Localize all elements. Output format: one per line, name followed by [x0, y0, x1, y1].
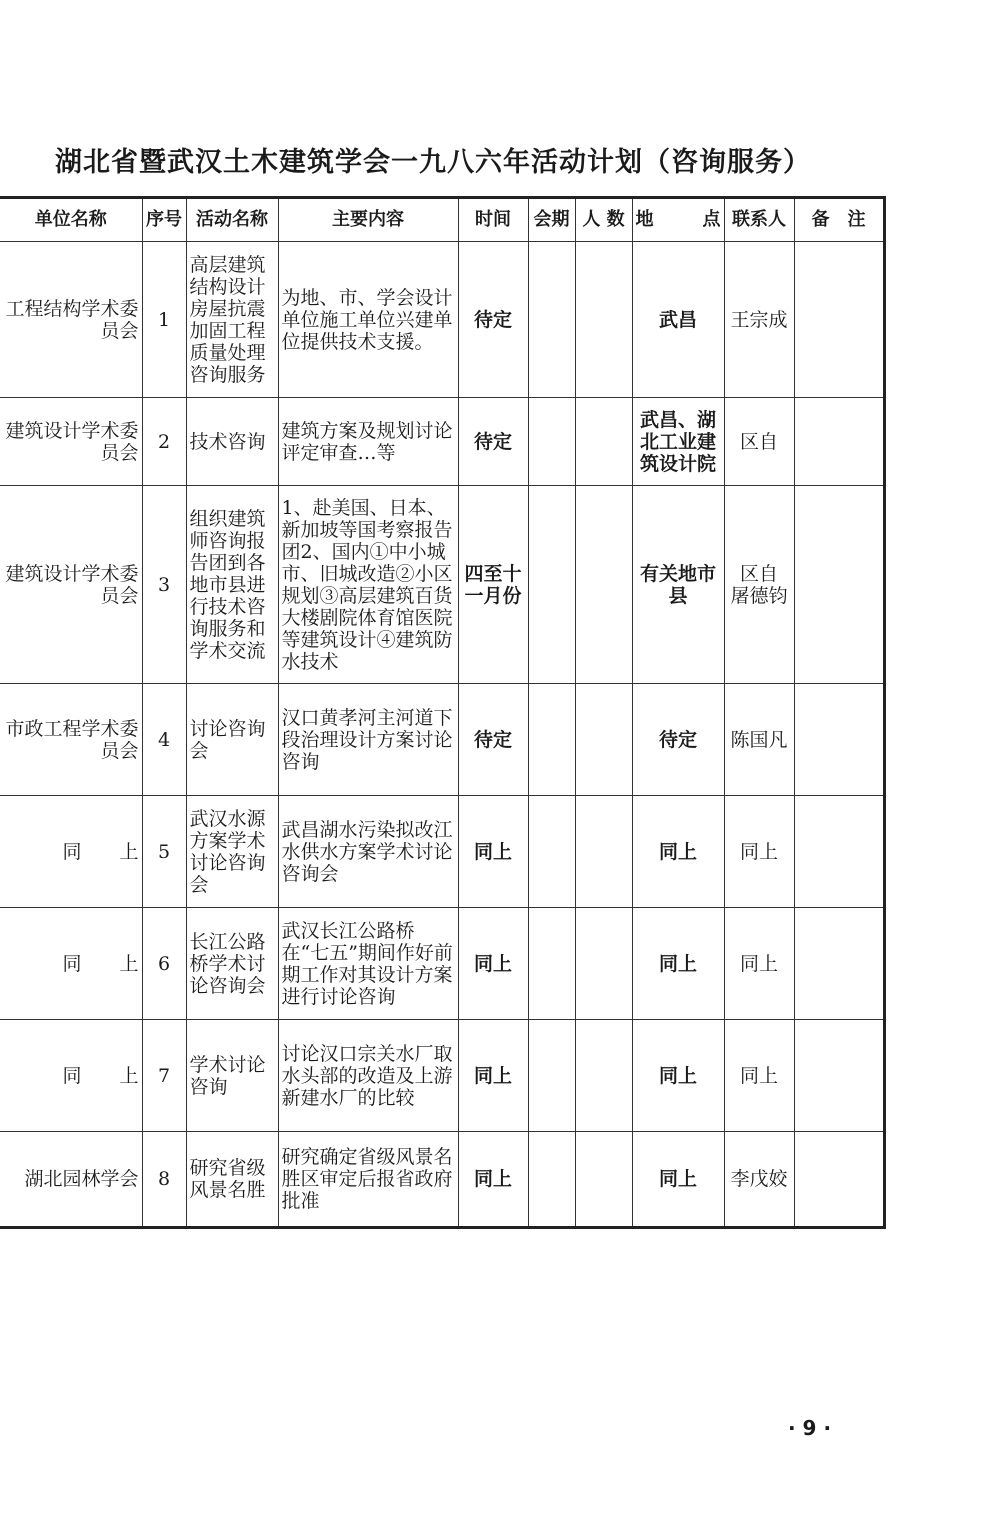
cell-activity: 高层建筑结构设计房屋抗震加固工程质量处理咨询服务 — [186, 242, 278, 398]
cell-activity: 学术讨论咨询 — [186, 1020, 278, 1132]
header-days: 会期 — [528, 198, 575, 242]
cell-time: 同上 — [458, 908, 528, 1020]
cell-time: 待定 — [458, 398, 528, 486]
cell-activity: 讨论咨询会 — [186, 684, 278, 796]
header-unit: 单位名称 — [0, 198, 142, 242]
cell-time: 待定 — [458, 242, 528, 398]
page-title: 湖北省暨武汉土木建筑学会一九八六年活动计划（咨询服务） — [55, 147, 811, 178]
header-location-left: 地 — [635, 209, 654, 230]
table-row — [0, 908, 884, 1020]
cell-contact: 王宗成 — [724, 242, 794, 398]
cell-num: 5 — [142, 796, 186, 908]
table-row — [0, 398, 884, 486]
cell-content: 研究确定省级风景名胜区审定后报省政府批准 — [278, 1132, 458, 1228]
cell-people — [575, 486, 632, 684]
cell-unit: 同 上 — [0, 1020, 142, 1132]
cell-num: 6 — [142, 908, 186, 1020]
cell-remark — [794, 1020, 884, 1132]
cell-time: 同上 — [458, 1020, 528, 1132]
cell-activity: 武汉水源方案学术讨论咨询会 — [186, 796, 278, 908]
header-contact: 联系人 — [724, 198, 794, 242]
cell-content: 讨论汉口宗关水厂取水头部的改造及上游新建水厂的比较 — [278, 1020, 458, 1132]
cell-remark — [794, 908, 884, 1020]
cell-days — [528, 398, 575, 486]
cell-activity: 技术咨询 — [186, 398, 278, 486]
cell-contact: 李戊姣 — [724, 1132, 794, 1228]
cell-time: 同上 — [458, 796, 528, 908]
cell-remark — [794, 242, 884, 398]
cell-contact: 同上 — [724, 908, 794, 1020]
cell-content: 建筑方案及规划讨论评定审查…等 — [278, 398, 458, 486]
cell-days — [528, 796, 575, 908]
header-location — [632, 198, 724, 242]
cell-location: 有关地市县 — [632, 486, 724, 684]
cell-activity: 长江公路桥学术讨论咨询会 — [186, 908, 278, 1020]
cell-location: 待定 — [632, 684, 724, 796]
header-content: 主要内容 — [278, 198, 458, 242]
cell-content: 为地、市、学会设计单位施工单位兴建单位提供技术支援。 — [278, 242, 458, 398]
cell-days — [528, 1020, 575, 1132]
header-num: 序号 — [142, 198, 186, 242]
cell-location: 同上 — [632, 908, 724, 1020]
cell-people — [575, 1132, 632, 1228]
cell-unit: 湖北园林学会 — [0, 1132, 142, 1228]
cell-people — [575, 796, 632, 908]
cell-people — [575, 398, 632, 486]
cell-location: 武昌 — [632, 242, 724, 398]
cell-unit: 同 上 — [0, 908, 142, 1020]
header-time: 时间 — [458, 198, 528, 242]
cell-location: 同上 — [632, 1132, 724, 1228]
cell-days — [528, 242, 575, 398]
cell-num: 8 — [142, 1132, 186, 1228]
cell-unit: 建筑设计学术委员会 — [0, 398, 142, 486]
page-number: · 9 · — [788, 1416, 832, 1440]
cell-remark — [794, 796, 884, 908]
cell-num: 4 — [142, 684, 186, 796]
cell-remark — [794, 1132, 884, 1228]
cell-unit: 市政工程学术委员会 — [0, 684, 142, 796]
cell-unit: 工程结构学术委员会 — [0, 242, 142, 398]
header-location-right: 点 — [702, 209, 721, 230]
cell-remark — [794, 398, 884, 486]
cell-unit: 建筑设计学术委员会 — [0, 486, 142, 684]
header-people: 人 数 — [575, 198, 632, 242]
cell-time: 待定 — [458, 684, 528, 796]
header-remark: 备 注 — [794, 198, 884, 242]
cell-days — [528, 486, 575, 684]
cell-people — [575, 684, 632, 796]
cell-people — [575, 908, 632, 1020]
cell-content: 武汉长江公路桥在“七五”期间作好前期工作对其设计方案进行讨论咨询 — [278, 908, 458, 1020]
cell-num: 7 — [142, 1020, 186, 1132]
cell-unit: 同 上 — [0, 796, 142, 908]
cell-remark — [794, 684, 884, 796]
cell-time: 同上 — [458, 1132, 528, 1228]
cell-num: 3 — [142, 486, 186, 684]
activity-plan-table — [0, 196, 886, 1229]
cell-location: 同上 — [632, 1020, 724, 1132]
table-header-row — [0, 198, 884, 242]
header-activity: 活动名称 — [186, 198, 278, 242]
cell-num: 1 — [142, 242, 186, 398]
cell-content: 武昌湖水污染拟改江水供水方案学术讨论咨询会 — [278, 796, 458, 908]
cell-time: 四至十一月份 — [458, 486, 528, 684]
cell-people — [575, 1020, 632, 1132]
cell-num: 2 — [142, 398, 186, 486]
table-row — [0, 486, 884, 684]
cell-contact: 同上 — [724, 796, 794, 908]
cell-people — [575, 242, 632, 398]
table-row — [0, 796, 884, 908]
cell-remark — [794, 486, 884, 684]
cell-activity: 研究省级风景名胜 — [186, 1132, 278, 1228]
cell-days — [528, 1132, 575, 1228]
table-row — [0, 1132, 884, 1228]
cell-activity: 组织建筑师咨询报告团到各地市县进行技术咨询服务和学术交流 — [186, 486, 278, 684]
table-row — [0, 242, 884, 398]
cell-days — [528, 908, 575, 1020]
cell-location: 同上 — [632, 796, 724, 908]
cell-contact: 区自 — [724, 398, 794, 486]
cell-contact: 区自 屠德钧 — [724, 486, 794, 684]
table-row — [0, 684, 884, 796]
cell-content: 汉口黄孝河主河道下段治理设计方案讨论咨询 — [278, 684, 458, 796]
cell-days — [528, 684, 575, 796]
cell-contact: 同上 — [724, 1020, 794, 1132]
cell-contact: 陈国凡 — [724, 684, 794, 796]
cell-content: 1、赴美国、日本、新加坡等国考察报告团2、国内①中小城市、旧城改造②小区规划③高层建筑百货大楼剧院体育馆医院等建筑设计④建筑防水技术 — [278, 486, 458, 684]
table-row — [0, 1020, 884, 1132]
cell-location: 武昌、湖北工业建筑设计院 — [632, 398, 724, 486]
